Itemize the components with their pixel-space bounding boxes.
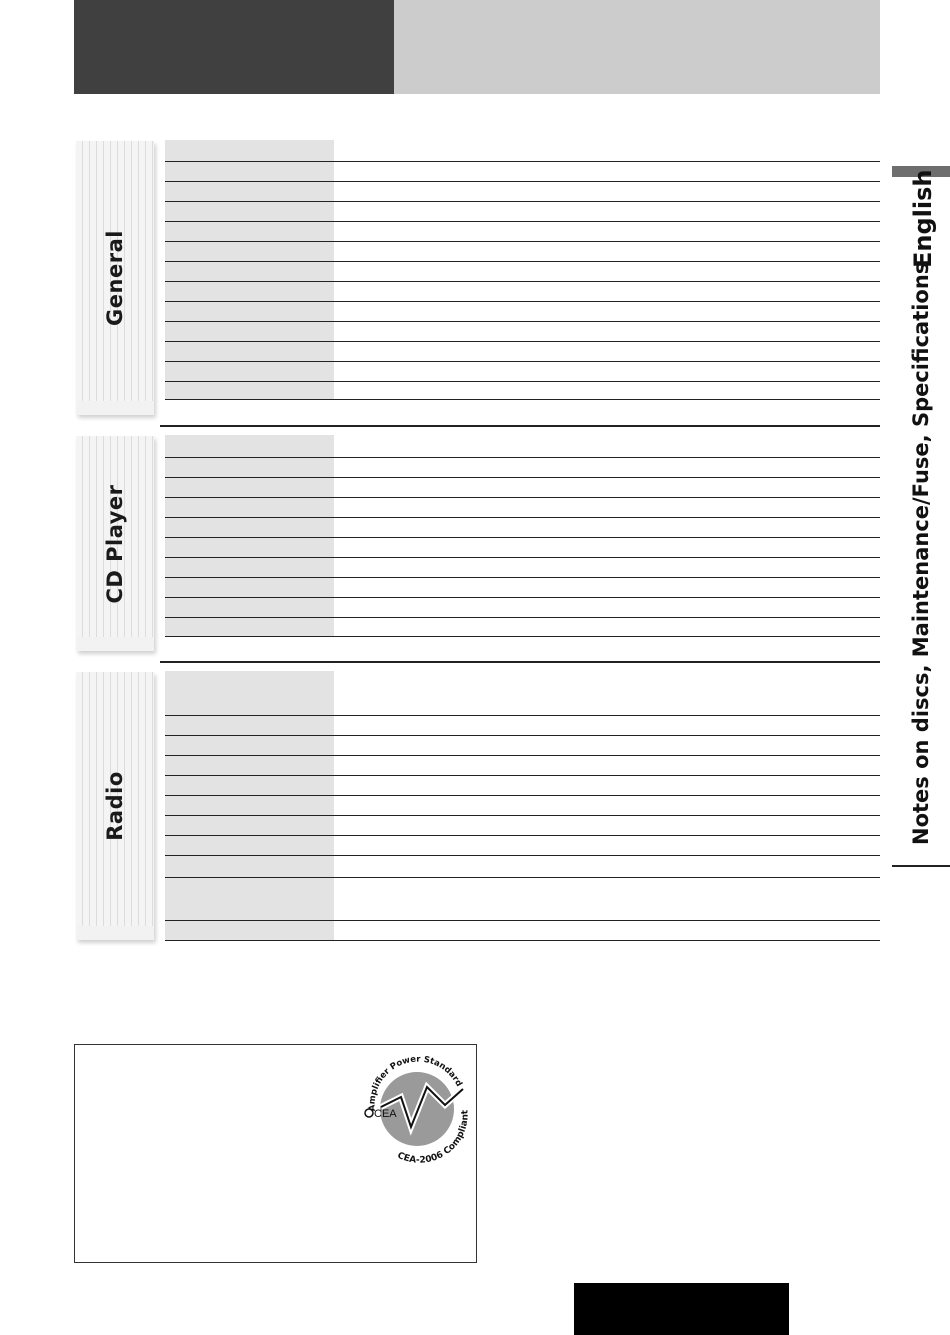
header-dark-band <box>74 0 394 94</box>
language-label: English <box>909 169 937 268</box>
side-divider <box>892 865 950 867</box>
logo-arc-bottom-text: CEA-2006 Compliant <box>395 1109 471 1166</box>
section-title-general: General <box>103 230 127 326</box>
logo-arc-top-text: Amplifier Power Standard <box>367 1054 464 1112</box>
spec-table-general <box>165 140 880 427</box>
cea-2006-compliant-logo <box>359 1049 477 1167</box>
section-tab-general <box>76 141 154 415</box>
section-tab-radio <box>76 672 154 940</box>
cea-compliance-box <box>74 1044 477 1263</box>
section-title-radio: Radio <box>103 771 127 841</box>
page-number-tab <box>574 1283 789 1335</box>
logo-brand-text: CEA <box>374 1108 397 1120</box>
spec-table-radio <box>165 671 880 941</box>
section-title-cd-player: CD Player <box>103 483 127 604</box>
chapter-label: Notes on discs, Maintenance/Fuse, Specifications <box>909 261 933 845</box>
spec-table-cd-player <box>165 435 880 663</box>
header-light-band <box>394 0 880 94</box>
section-tab-cd-player <box>76 436 154 651</box>
